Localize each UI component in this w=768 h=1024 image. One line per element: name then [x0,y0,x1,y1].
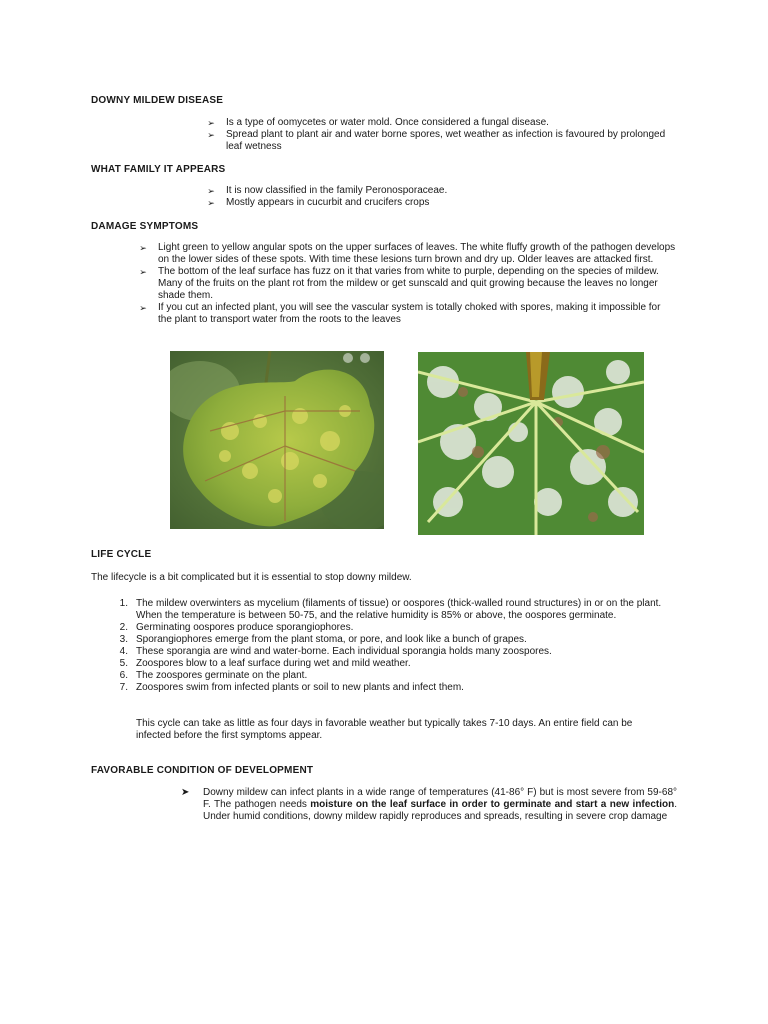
list-item: ➢ Spread plant to plant air and water borne spores, wet weather as infection is favoured by prolonged leaf wetness [204,129,680,153]
list-item: ➢ The bottom of the leaf surface has fuzz on it that varies from white to purple, depending on the species of mildew. Many of the fruits on the plant rot from the mildew or get sunscald and quit growing because the leaves no longer shade them. [136,266,676,302]
list-item: 7. Zoospores swim from infected plants or soil to new plants and infect them. [119,682,464,693]
lifecycle-steps [112,598,672,694]
list-item: ➢ Mostly appears in cucurbit and crucifers crops [204,197,680,209]
leaf-upper-illustration [170,351,384,529]
heading-family: WHAT FAMILY IT APPEARS [91,164,226,175]
favorable-bullet [181,787,677,823]
share-icon[interactable] [343,353,353,363]
list-item: 2. Germinating oospores produce sporangiophores. [119,622,354,633]
heading-damage-symptoms: DAMAGE SYMPTOMS [91,221,199,232]
arrow-bullet-icon: ➢ [139,267,147,277]
arrow-bullet-icon: ➢ [207,130,215,140]
arrow-bullet-icon: ➢ [207,198,215,208]
arrow-bullet-icon: ➤ [181,787,190,798]
info-icon[interactable] [360,353,370,363]
favorable-text: Downy mildew can infect plants in a wide range of temperatures (41-86° F) but is most severe from 59-68° F. The pathogen needs moisture on the leaf surface in order to germinate and start a new infection. Under humid conditions, downy mildew rapidly reproduces and spreads, resulting in severe crop damage [203,787,677,822]
photo-infected-leaf-underside [418,352,644,535]
list-item: 6. The zoospores germinate on the plant. [119,670,308,681]
lifecycle-intro: The lifecycle is a bit complicated but it is essential to stop downy mildew. [91,572,412,583]
list-item: ➢ If you cut an infected plant, you will see the vascular system is totally choked with spores, making it impossible for the plant to transport water from the roots to the leaves [136,302,676,326]
heading-downy-mildew: DOWNY MILDEW DISEASE [91,95,224,106]
arrow-bullet-icon: ➢ [207,186,215,196]
photo-infected-leaf-upper [170,351,384,529]
list-item: 4. These sporangia are wind and water-borne. Each individual sporangia holds many zoospores. [119,646,552,657]
list-item: ➢ Light green to yellow angular spots on the upper surfaces of leaves. The white fluffy growth of the pathogen develops on the lower sides of these spots. With time these lesions turn brown and dry up. Older leaves are attacked first. [136,242,676,266]
list-item: ➢ Is a type of oomycetes or water mold. Once considered a fungal disease. [204,117,680,129]
family-bullets [204,185,680,209]
arrow-bullet-icon: ➢ [139,303,147,313]
lifecycle-closing: This cycle can take as little as four days in favorable weather but typically takes 7-10 days. An entire field can be infected before the first symptoms appear. [136,718,633,741]
list-item: ➢ It is now classified in the family Peronosporaceae. [204,185,680,197]
arrow-bullet-icon: ➢ [207,118,215,128]
leaf-underside-illustration [418,352,644,535]
damage-bullets [136,242,676,326]
list-item: 5. Zoospores blow to a leaf surface during wet and mild weather. [119,658,411,669]
list-item: 3. Sporangiophores emerge from the plant stoma, or pore, and look like a bunch of grapes. [119,634,527,645]
heading-life-cycle: LIFE CYCLE [91,549,152,560]
downy-bullets [204,117,680,153]
heading-favorable-condition: FAVORABLE CONDITION OF DEVELOPMENT [91,765,314,776]
arrow-bullet-icon: ➢ [139,243,147,253]
list-item: 1. The mildew overwinters as mycelium (filaments of tissue) or oospores (thick-walled round structures) in or on the plant. When the temperature is between 50-75, and the relative humidity is 85% or above, the oospores germinate. [119,598,662,621]
